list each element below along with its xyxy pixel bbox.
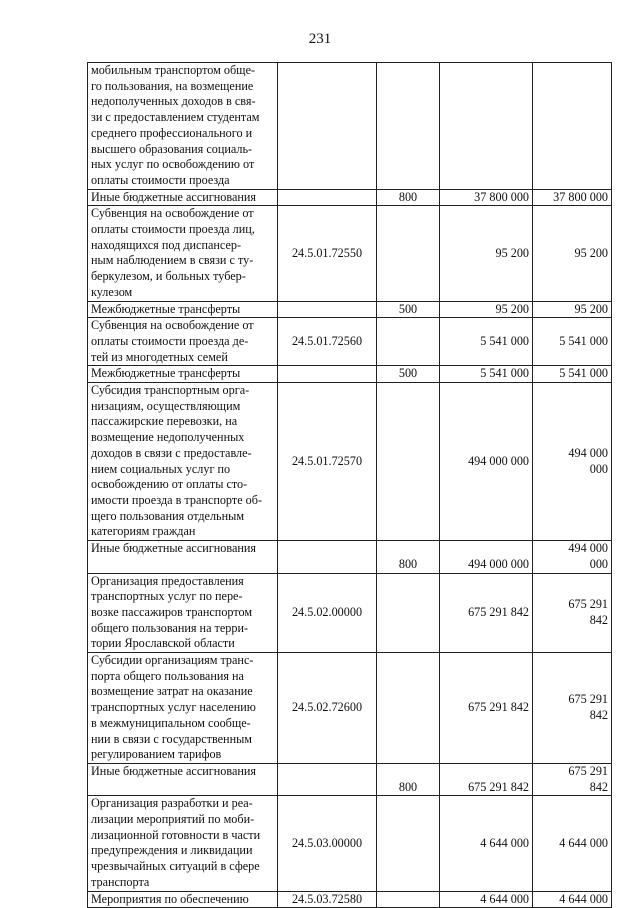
table-row [88, 301, 612, 318]
amount-year1-cell: 95 200 [440, 206, 533, 301]
amount-year2-cell: 4 644 000 [533, 796, 612, 891]
page-number: 231 [308, 31, 332, 47]
table-row [88, 763, 612, 795]
table-row [88, 366, 612, 383]
table-body [88, 63, 612, 908]
item-name-cell: Организация предоставления транспортных услуг по пере- возке пассажиров транспортом общего пользования на терри- тории Ярославской области [88, 573, 278, 653]
table-row [88, 63, 612, 190]
amount-year1-cell: 4 644 000 [440, 891, 533, 908]
amount-year2-cell: 95 200 [533, 206, 612, 301]
amount-year2-cell: 4 644 000 [533, 891, 612, 908]
expense-type-cell: 800 [377, 189, 440, 206]
item-name-cell: Субвенция на освобождение от оплаты стоимости проезда де- тей из многодетных семей [88, 318, 278, 366]
table-row [88, 573, 612, 653]
item-name-cell: Субсидия транспортным орга- низациям, осуществляющим пассажирские перевозки, на возмещение недополученных доходов в связи с предоставле- нием социальных услуг по освобождению от оплаты сто- имости проезда в транспорте об- щего пользования отдельным категориям граждан [88, 383, 278, 541]
amount-year1-cell: 5 541 000 [440, 366, 533, 383]
amount-year1-cell [440, 63, 533, 190]
amount-year1-cell: 95 200 [440, 301, 533, 318]
item-name-cell: мобильным транспортом обще- го пользования, на возмещение недополученных доходов в свя- зи с предоставлением студентам среднего профессионального и высшего образования социаль- ных услуг по освобождению от оплаты стоимости проезда [88, 63, 278, 190]
expense-type-cell [377, 63, 440, 190]
item-name-cell: Иные бюджетные ассигнования [88, 763, 278, 795]
amount-year2-cell: 675 291 842 [533, 573, 612, 653]
amount-year2-cell [533, 63, 612, 190]
amount-year2-cell: 95 200 [533, 301, 612, 318]
expense-type-cell [377, 653, 440, 764]
expense-type-cell [377, 796, 440, 891]
amount-year1-cell: 675 291 842 [440, 573, 533, 653]
expense-type-cell [377, 206, 440, 301]
table-row [88, 891, 612, 908]
table-row [88, 796, 612, 891]
table-row [88, 318, 612, 366]
expense-type-cell [377, 383, 440, 541]
item-name-cell: Организация разработки и реа- лизации мероприятий по моби- лизационной готовности в части предупреждения и ликвидации чрезвычайных ситуаций в сфере транспорта [88, 796, 278, 891]
item-name-cell: Субсидии организациям транс- порта общего пользования на возмещение затрат на оказание транспортных услуг населению в межмуниципальном сообще- нии в связи с государственным регулированием тарифов [88, 653, 278, 764]
target-code-cell: 24.5.02.00000 [278, 573, 377, 653]
amount-year1-cell: 494 000 000 [440, 541, 533, 573]
item-name-cell: Субвенция на освобождение от оплаты стоимости проезда лиц, находящихся под диспансер- ным наблюдением в связи с ту- беркулезом, и больных тубер- кулезом [88, 206, 278, 301]
target-code-cell: 24.5.03.00000 [278, 796, 377, 891]
expense-type-cell: 500 [377, 366, 440, 383]
expense-type-cell [377, 891, 440, 908]
amount-year2-cell: 675 291 842 [533, 653, 612, 764]
amount-year2-cell: 5 541 000 [533, 318, 612, 366]
amount-year1-cell: 675 291 842 [440, 763, 533, 795]
target-code-cell: 24.5.01.72570 [278, 383, 377, 541]
amount-year2-cell: 675 291 842 [533, 763, 612, 795]
target-code-cell [278, 189, 377, 206]
expense-type-cell: 800 [377, 541, 440, 573]
amount-year1-cell: 494 000 000 [440, 383, 533, 541]
expense-type-cell [377, 573, 440, 653]
target-code-cell: 24.5.02.72600 [278, 653, 377, 764]
item-name-cell: Межбюджетные трансферты [88, 301, 278, 318]
target-code-cell: 24.5.01.72550 [278, 206, 377, 301]
item-name-cell: Межбюджетные трансферты [88, 366, 278, 383]
target-code-cell [278, 541, 377, 573]
target-code-cell [278, 63, 377, 190]
table-row [88, 541, 612, 573]
budget-table [87, 62, 612, 908]
target-code-cell [278, 301, 377, 318]
target-code-cell [278, 366, 377, 383]
amount-year1-cell: 4 644 000 [440, 796, 533, 891]
amount-year2-cell: 494 000 000 [533, 541, 612, 573]
expense-type-cell [377, 318, 440, 366]
item-name-cell: Мероприятия по обеспечению [88, 891, 278, 908]
item-name-cell: Иные бюджетные ассигнования [88, 541, 278, 573]
amount-year2-cell: 37 800 000 [533, 189, 612, 206]
target-code-cell [278, 763, 377, 795]
amount-year1-cell: 5 541 000 [440, 318, 533, 366]
amount-year2-cell: 5 541 000 [533, 366, 612, 383]
table-row [88, 383, 612, 541]
target-code-cell: 24.5.01.72560 [278, 318, 377, 366]
table-row [88, 653, 612, 764]
table-row [88, 189, 612, 206]
expense-type-cell: 800 [377, 763, 440, 795]
amount-year1-cell: 37 800 000 [440, 189, 533, 206]
table-row [88, 206, 612, 301]
amount-year2-cell: 494 000 000 [533, 383, 612, 541]
expense-type-cell: 500 [377, 301, 440, 318]
amount-year1-cell: 675 291 842 [440, 653, 533, 764]
item-name-cell: Иные бюджетные ассигнования [88, 189, 278, 206]
target-code-cell: 24.5.03.72580 [278, 891, 377, 908]
